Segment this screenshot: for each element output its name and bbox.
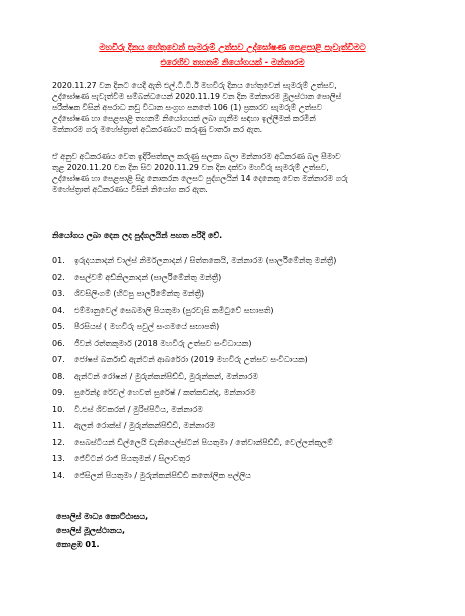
signature-line: පොලිස් මාධ්‍ය කොට්ඨාසය, [56, 512, 149, 521]
document-title [40, 40, 425, 70]
item-number: 07. [52, 355, 65, 364]
item-number: 08. [52, 371, 65, 381]
item-number: 11. [52, 421, 65, 430]
item-text: සෙල්වම් අඩ්කිලනාදන් (පාර්ලිමේන්තු මන්ත්‍රී) [74, 272, 222, 282]
item-text: එම්මානුවෙල් සෙබමාලි පියතුමා (පුරවැසි කමිටුවේ සභාපති) [74, 305, 274, 315]
item-number: 02. [52, 272, 65, 282]
item-number: 09. [52, 388, 65, 397]
paragraph-2-line: උද්ඝෝෂණ හා පෙළපාළි සිදු නොකරන ලෙසට පුද්ගලයින් 14 දෙනෙකු වෙත මන්නාරම ගරු [52, 174, 348, 183]
paragraph-1-line: මන්නාරම ගරු මහේස්ත්‍රාත් අධිකරණයට කරුණු වාර්තා කර ඇත. [52, 125, 263, 134]
persons-list [52, 253, 432, 484]
item-text: ඇලන් රොක්ස් / මුරුන්කන්පිඩ්ඩි, මන්නාරම [74, 421, 216, 430]
list-item [52, 468, 432, 485]
item-number: 04. [52, 305, 65, 315]
paragraph-1-line: 2020.11.27 වන දිනට යෙදී ඇති එල්.ටී.ටී.ඊ මහවීරු දිනය හේතුවෙන් සැමරුම් උත්සව, [52, 81, 337, 90]
signature-block [56, 510, 148, 552]
list-item [52, 369, 432, 386]
title-line-2: එරෙහිව තහනම් නියෝගයක් - මන්නාරම [160, 57, 305, 67]
paragraph-2 [52, 151, 422, 195]
paragraph-1-line: පරීක්ෂක විසින් අපරාධ නඩු විධාන සංග්‍රහ පනතේ 106 (1) ප්‍රකාරව සැමරුම් උත්සව [52, 103, 323, 112]
list-item [52, 286, 432, 303]
list-item [52, 253, 432, 270]
item-text: වී.එස් ශිවකරන් / මුරිප්පිටිය, මන්නාරම [74, 404, 204, 414]
item-text: ඉරුදයනාදන් චාල්ස් නිර්මලනාදන් / සිත්තකෙයි, මන්නාරම (පාර්ලිමේන්තු මන්ත්‍රී) [74, 256, 337, 265]
item-number: 03. [52, 289, 65, 298]
list-item [52, 402, 432, 419]
item-text: සෙබස්ටියන් ඩිල්ලෙයි ඩැනියෙල්ස්ටන් පියතුමා / තේවාන්පිඩ්ඩි, වෙල්ලන්කුලම් [74, 437, 333, 447]
item-number: 01. [52, 256, 65, 265]
item-number: 10. [52, 404, 65, 414]
signature-line: පොලිස් මූලස්ථානය, [56, 526, 126, 535]
signature-line: කොළඹ 01. [56, 540, 100, 549]
paragraph-2-line: මහේස්ත්‍රාත් අධිකරණය විසින් නියෝග කර ඇත. [52, 185, 208, 194]
item-number: 05. [52, 322, 65, 331]
paragraph-1-line: උද්ඝෝෂණ පැවැත්වීම සම්බන්ධයෙන් 2020.11.19 වන දින මන්නාරම මූලස්ථාන පොලිස් [52, 92, 342, 101]
item-number: 06. [52, 338, 65, 348]
list-item [52, 303, 432, 320]
list-item [52, 352, 432, 369]
item-text: ජේසිලන් පියතුමා / මුරුන්කන්පිඩ්ඩි කතෝලික පල්ලිය [74, 470, 251, 480]
item-text: පීරසියස් ( මහවීරු පවුල් සංගමයේ සභාපති) [74, 322, 220, 331]
item-text: ජෝෂප් බර්නාඩ් ඇන්ටන් ආබරේරා (2019 මහවීරු උත්සව සංවිධායක) [74, 355, 308, 364]
list-item [52, 418, 432, 435]
list-item [52, 385, 432, 402]
title-line-1: මහවීරු දිනය හේතුවෙන් සැමරුම් උත්සව උද්ඝෝෂණ පෙළපාළි පැවැත්වීමට [99, 42, 366, 52]
item-number: 12. [52, 437, 65, 447]
paragraph-1 [52, 80, 422, 135]
list-item [52, 336, 432, 353]
item-text: ජීවන් රත්තකුමාර් (2018 මහවීරු උත්සව සංවිධායක) [74, 338, 252, 348]
list-item [52, 270, 432, 287]
list-item [52, 319, 432, 336]
item-text: ශිවසිලිංගම් (හිටපු පාර්ලිමේන්තු මන්ත්‍රී) [74, 289, 205, 298]
list-item [52, 435, 432, 452]
list-item [52, 451, 432, 468]
item-text: සුරේන්ද්‍ර රේවල් හෙවත් සුරේෂ් / කත්කඩන්ද, මන්නාරම [74, 388, 256, 397]
item-number: 14. [52, 470, 65, 480]
paragraph-2-line: ඒ අනුව අධිකරණය වෙත ඉදිරිපත්කල කරුණු සලකා බලා මන්නාරම අධිකරණ බල සීමාව [52, 152, 341, 161]
item-text: ඇන්ටන් රෝෂන් / මුරුන්කන්පිඩ්ඩි, මුරුන්කන්, මන්නාරම [74, 371, 259, 381]
list-heading: නියෝගය ලබා දෙන ලද පුද්ගලයින් පහත පරිදි වේ. [52, 231, 223, 240]
item-number: 13. [52, 454, 65, 463]
paragraph-1-line: උද්ඝෝෂණ හා පෙළපාළි තහනම් නියෝගයක් ලබා ගැනීම සඳහා ඉල්ලීමක් කරමින් [52, 114, 316, 123]
paragraph-2-line: තුළ 2020.11.20 වන දින සිට 2020.11.29 වන දින දක්වා මහවීරු සැමරුම් උත්සව, [52, 163, 329, 172]
item-text: ජේවිටන් රාජ් පියතුමන් / සිලාවතුර [74, 454, 191, 463]
